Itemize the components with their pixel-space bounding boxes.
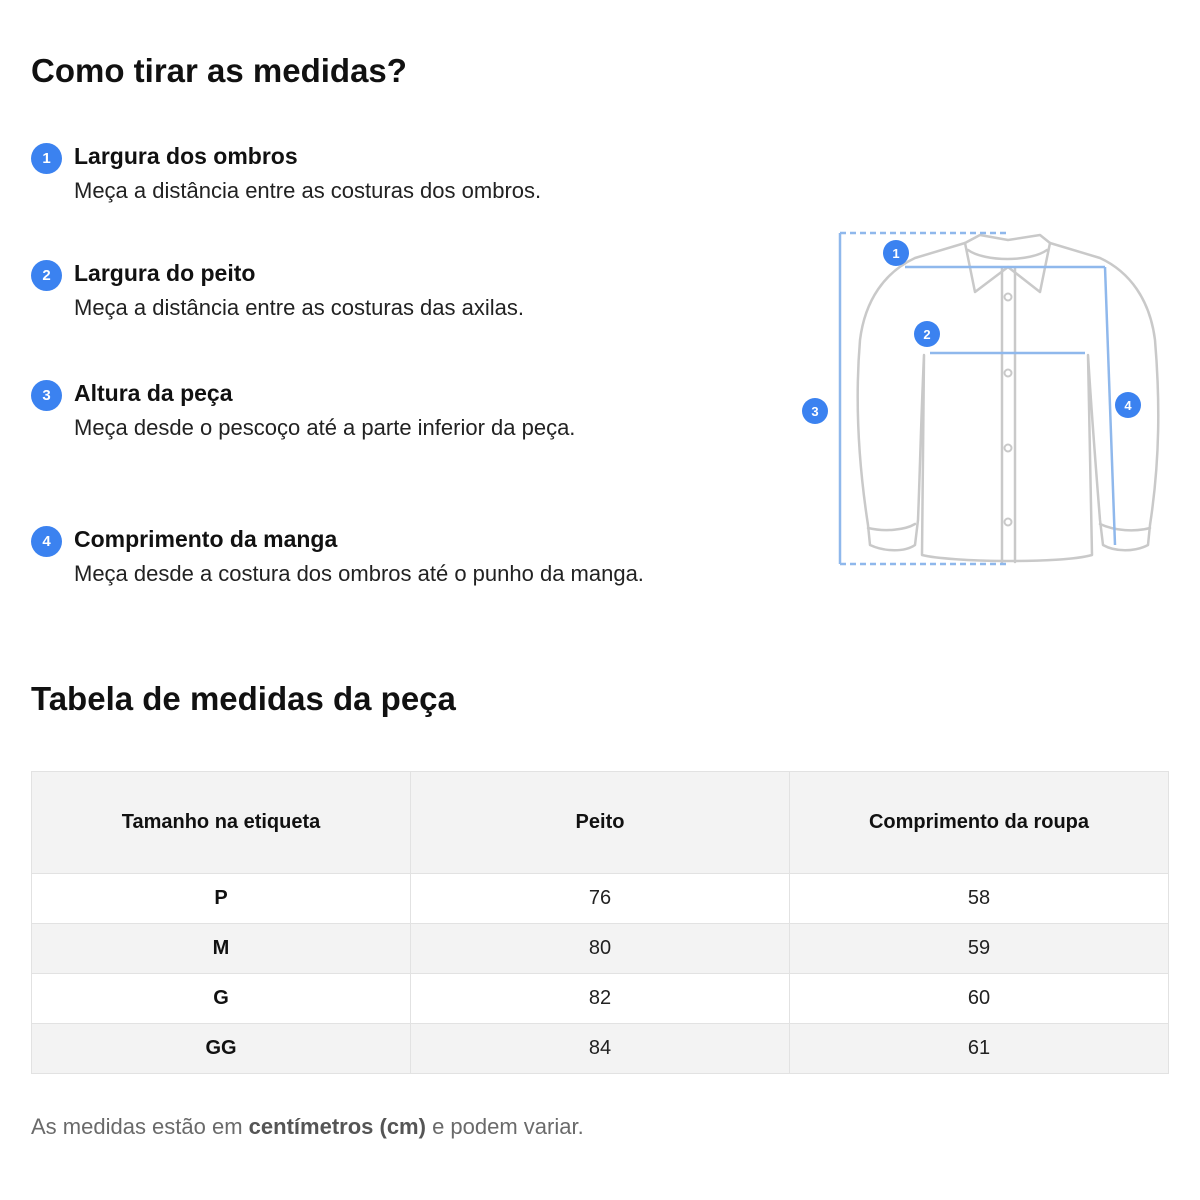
svg-text:3: 3 xyxy=(811,404,819,419)
chest-cell: 80 xyxy=(411,924,790,974)
step-title: Largura dos ombros xyxy=(74,143,298,169)
footnote-unit: centímetros (cm) xyxy=(248,1114,426,1139)
shirt-measurement-icon xyxy=(790,222,1170,582)
chest-cell: 84 xyxy=(411,1024,790,1074)
step-title: Comprimento da manga xyxy=(74,526,338,552)
svg-text:4: 4 xyxy=(1124,398,1132,413)
step-number-badge: 3 xyxy=(31,380,62,411)
size-cell: P xyxy=(32,874,411,924)
step-title: Altura da peça xyxy=(74,380,233,406)
size-cell: GG xyxy=(32,1024,411,1074)
step-description: Meça desde o pescoço até a parte inferior da peça. xyxy=(74,415,576,440)
size-cell: G xyxy=(32,974,411,1024)
table-row xyxy=(32,874,1169,924)
column-header-size: Tamanho na etiqueta xyxy=(32,772,411,874)
page-title: Como tirar as medidas? xyxy=(31,52,407,89)
size-cell: M xyxy=(32,924,411,974)
units-footnote xyxy=(31,1114,584,1140)
footnote-text: As medidas estão em xyxy=(31,1114,249,1139)
step-number-badge: 2 xyxy=(31,260,62,291)
table-header-row xyxy=(32,772,1169,874)
marker-2 xyxy=(914,321,940,347)
length-cell: 58 xyxy=(790,874,1169,924)
step-number-badge: 4 xyxy=(31,526,62,557)
table-row xyxy=(32,1024,1169,1074)
marker-3 xyxy=(802,398,828,424)
step-title: Largura do peito xyxy=(74,260,256,286)
table-title: Tabela de medidas da peça xyxy=(31,680,456,717)
footnote-text-end: e podem variar. xyxy=(425,1114,584,1139)
step-description: Meça a distância entre as costuras das axilas. xyxy=(74,295,525,320)
marker-1 xyxy=(883,240,909,266)
table-row xyxy=(32,974,1169,1024)
column-header-length: Comprimento da roupa xyxy=(790,772,1169,874)
svg-text:1: 1 xyxy=(892,246,900,261)
step-description: Meça desde a costura dos ombros até o punho da manga. xyxy=(74,561,644,586)
length-cell: 61 xyxy=(790,1024,1169,1074)
length-cell: 60 xyxy=(790,974,1169,1024)
step-number-badge: 1 xyxy=(31,143,62,174)
table-row xyxy=(32,924,1169,974)
svg-text:2: 2 xyxy=(923,327,931,342)
chest-cell: 82 xyxy=(411,974,790,1024)
marker-4 xyxy=(1115,392,1141,418)
step-description: Meça a distância entre as costuras dos ombros. xyxy=(74,178,542,203)
length-cell: 59 xyxy=(790,924,1169,974)
chest-cell: 76 xyxy=(411,874,790,924)
size-table xyxy=(31,771,1169,1074)
column-header-chest: Peito xyxy=(411,772,790,874)
